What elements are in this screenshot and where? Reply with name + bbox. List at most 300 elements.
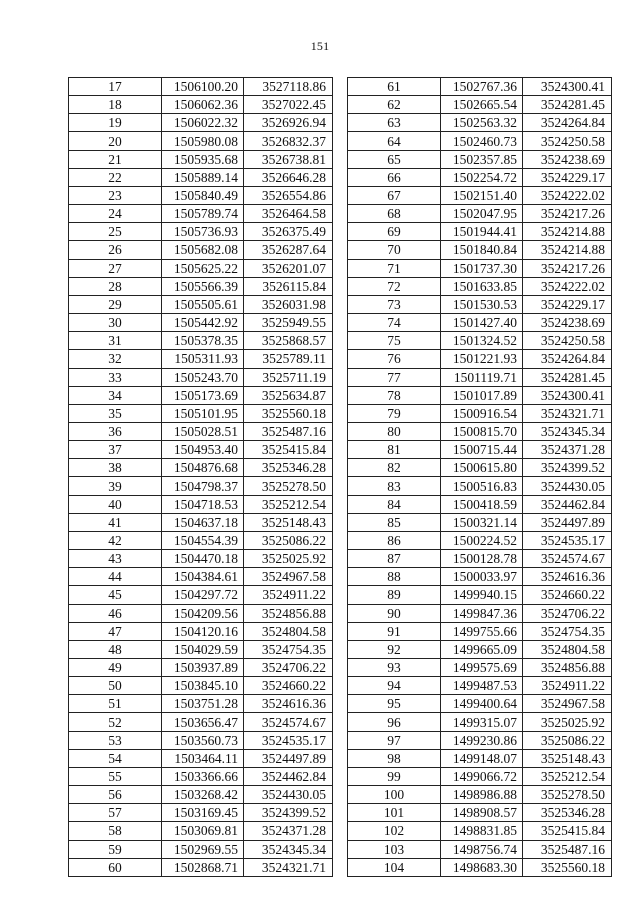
x-coordinate-cell: 1499755.66 (441, 622, 523, 640)
table-row (69, 731, 333, 749)
point-number-cell: 25 (69, 223, 162, 241)
y-coordinate-cell: 3524229.17 (523, 168, 612, 186)
table-row (348, 350, 612, 368)
y-coordinate-cell: 3525025.92 (523, 713, 612, 731)
x-coordinate-cell: 1499400.64 (441, 695, 523, 713)
y-coordinate-cell: 3525148.43 (244, 513, 333, 531)
table-row (69, 132, 333, 150)
x-coordinate-cell: 1500715.44 (441, 441, 523, 459)
table-row (348, 568, 612, 586)
y-coordinate-cell: 3526115.84 (244, 277, 333, 295)
y-coordinate-cell: 3524300.41 (523, 386, 612, 404)
y-coordinate-cell: 3524430.05 (523, 477, 612, 495)
table-row (348, 295, 612, 313)
point-number-cell: 57 (69, 804, 162, 822)
table-row (69, 677, 333, 695)
x-coordinate-cell: 1498683.30 (441, 858, 523, 876)
x-coordinate-cell: 1501427.40 (441, 314, 523, 332)
table-row (348, 114, 612, 132)
point-number-cell: 51 (69, 695, 162, 713)
x-coordinate-cell: 1498908.57 (441, 804, 523, 822)
page-number: 151 (310, 39, 330, 53)
point-number-cell: 26 (69, 241, 162, 259)
table-row (69, 586, 333, 604)
y-coordinate-cell: 3524967.58 (523, 695, 612, 713)
table-row (348, 786, 612, 804)
point-number-cell: 98 (348, 749, 441, 767)
point-number-cell: 101 (348, 804, 441, 822)
point-number-cell: 90 (348, 604, 441, 622)
y-coordinate-cell: 3524281.45 (523, 96, 612, 114)
y-coordinate-cell: 3526926.94 (244, 114, 333, 132)
table-row (69, 550, 333, 568)
x-coordinate-cell: 1501324.52 (441, 332, 523, 350)
table-row (348, 659, 612, 677)
y-coordinate-cell: 3526646.28 (244, 168, 333, 186)
point-number-cell: 38 (69, 459, 162, 477)
point-number-cell: 24 (69, 205, 162, 223)
x-coordinate-cell: 1504798.37 (162, 477, 244, 495)
x-coordinate-cell: 1499148.07 (441, 749, 523, 767)
x-coordinate-cell: 1499066.72 (441, 767, 523, 785)
x-coordinate-cell: 1505505.61 (162, 295, 244, 313)
point-number-cell: 77 (348, 368, 441, 386)
coordinate-table-left (68, 77, 333, 877)
table-row (348, 640, 612, 658)
point-number-cell: 32 (69, 350, 162, 368)
y-coordinate-cell: 3524300.41 (523, 78, 612, 96)
y-coordinate-cell: 3525278.50 (523, 786, 612, 804)
x-coordinate-cell: 1504718.53 (162, 495, 244, 513)
x-coordinate-cell: 1505028.51 (162, 422, 244, 440)
table-row (69, 786, 333, 804)
point-number-cell: 97 (348, 731, 441, 749)
table-row (348, 314, 612, 332)
table-row (69, 531, 333, 549)
point-number-cell: 99 (348, 767, 441, 785)
point-number-cell: 22 (69, 168, 162, 186)
table-row (348, 677, 612, 695)
point-number-cell: 87 (348, 550, 441, 568)
y-coordinate-cell: 3524222.02 (523, 186, 612, 204)
table-row (348, 332, 612, 350)
y-coordinate-cell: 3524229.17 (523, 295, 612, 313)
table-row (348, 804, 612, 822)
x-coordinate-cell: 1504470.18 (162, 550, 244, 568)
table-row (348, 205, 612, 223)
x-coordinate-cell: 1502868.71 (162, 858, 244, 876)
table-row (348, 822, 612, 840)
table-row (348, 441, 612, 459)
point-number-cell: 86 (348, 531, 441, 549)
point-number-cell: 65 (348, 150, 441, 168)
table-row (348, 749, 612, 767)
x-coordinate-cell: 1504554.39 (162, 531, 244, 549)
table-row (69, 404, 333, 422)
point-number-cell: 52 (69, 713, 162, 731)
y-coordinate-cell: 3525415.84 (244, 441, 333, 459)
y-coordinate-cell: 3524264.84 (523, 114, 612, 132)
x-coordinate-cell: 1499230.86 (441, 731, 523, 749)
table-row (69, 368, 333, 386)
x-coordinate-cell: 1503169.45 (162, 804, 244, 822)
point-number-cell: 103 (348, 840, 441, 858)
y-coordinate-cell: 3525086.22 (244, 531, 333, 549)
point-number-cell: 37 (69, 441, 162, 459)
x-coordinate-cell: 1500321.14 (441, 513, 523, 531)
y-coordinate-cell: 3525868.57 (244, 332, 333, 350)
x-coordinate-cell: 1503656.47 (162, 713, 244, 731)
table-row (69, 259, 333, 277)
x-coordinate-cell: 1504953.40 (162, 441, 244, 459)
point-number-cell: 30 (69, 314, 162, 332)
x-coordinate-cell: 1502665.54 (441, 96, 523, 114)
y-coordinate-cell: 3524371.28 (523, 441, 612, 459)
table-row (348, 604, 612, 622)
point-number-cell: 56 (69, 786, 162, 804)
point-number-cell: 54 (69, 749, 162, 767)
point-number-cell: 81 (348, 441, 441, 459)
x-coordinate-cell: 1500418.59 (441, 495, 523, 513)
x-coordinate-cell: 1503751.28 (162, 695, 244, 713)
y-coordinate-cell: 3524497.89 (244, 749, 333, 767)
table-row (69, 295, 333, 313)
x-coordinate-cell: 1503937.89 (162, 659, 244, 677)
x-coordinate-cell: 1499665.09 (441, 640, 523, 658)
x-coordinate-cell: 1500615.80 (441, 459, 523, 477)
y-coordinate-cell: 3525212.54 (244, 495, 333, 513)
x-coordinate-cell: 1503366.66 (162, 767, 244, 785)
x-coordinate-cell: 1506022.32 (162, 114, 244, 132)
y-coordinate-cell: 3524217.26 (523, 259, 612, 277)
table-row (348, 731, 612, 749)
point-number-cell: 29 (69, 295, 162, 313)
table-row (69, 168, 333, 186)
x-coordinate-cell: 1506062.36 (162, 96, 244, 114)
x-coordinate-cell: 1502969.55 (162, 840, 244, 858)
x-coordinate-cell: 1501119.71 (441, 368, 523, 386)
table-row (69, 186, 333, 204)
x-coordinate-cell: 1505840.49 (162, 186, 244, 204)
table-row (348, 713, 612, 731)
table-row (348, 132, 612, 150)
x-coordinate-cell: 1505980.08 (162, 132, 244, 150)
table-row (69, 749, 333, 767)
point-number-cell: 43 (69, 550, 162, 568)
table-row (348, 513, 612, 531)
point-number-cell: 44 (69, 568, 162, 586)
x-coordinate-cell: 1504029.59 (162, 640, 244, 658)
table-row (348, 495, 612, 513)
point-number-cell: 72 (348, 277, 441, 295)
point-number-cell: 17 (69, 78, 162, 96)
point-number-cell: 89 (348, 586, 441, 604)
y-coordinate-cell: 3524616.36 (244, 695, 333, 713)
point-number-cell: 92 (348, 640, 441, 658)
y-coordinate-cell: 3524856.88 (244, 604, 333, 622)
x-coordinate-cell: 1499315.07 (441, 713, 523, 731)
table-row (69, 604, 333, 622)
y-coordinate-cell: 3525415.84 (523, 822, 612, 840)
point-number-cell: 36 (69, 422, 162, 440)
table-row (69, 96, 333, 114)
table-row (69, 422, 333, 440)
x-coordinate-cell: 1505173.69 (162, 386, 244, 404)
y-coordinate-cell: 3524660.22 (244, 677, 333, 695)
x-coordinate-cell: 1505682.08 (162, 241, 244, 259)
y-coordinate-cell: 3526375.49 (244, 223, 333, 241)
table-row (69, 205, 333, 223)
point-number-cell: 62 (348, 96, 441, 114)
table-row (348, 277, 612, 295)
y-coordinate-cell: 3526031.98 (244, 295, 333, 313)
point-number-cell: 53 (69, 731, 162, 749)
table-row (348, 459, 612, 477)
y-coordinate-cell: 3526738.81 (244, 150, 333, 168)
point-number-cell: 93 (348, 659, 441, 677)
x-coordinate-cell: 1505442.92 (162, 314, 244, 332)
x-coordinate-cell: 1501944.41 (441, 223, 523, 241)
y-coordinate-cell: 3525025.92 (244, 550, 333, 568)
point-number-cell: 100 (348, 786, 441, 804)
table-row (69, 477, 333, 495)
point-number-cell: 82 (348, 459, 441, 477)
table-row (348, 168, 612, 186)
y-coordinate-cell: 3524430.05 (244, 786, 333, 804)
table-row (348, 78, 612, 96)
y-coordinate-cell: 3524754.35 (244, 640, 333, 658)
point-number-cell: 75 (348, 332, 441, 350)
point-number-cell: 96 (348, 713, 441, 731)
point-number-cell: 40 (69, 495, 162, 513)
y-coordinate-cell: 3524616.36 (523, 568, 612, 586)
point-number-cell: 76 (348, 350, 441, 368)
table-row (69, 459, 333, 477)
point-number-cell: 46 (69, 604, 162, 622)
y-coordinate-cell: 3524706.22 (244, 659, 333, 677)
y-coordinate-cell: 3524321.71 (244, 858, 333, 876)
point-number-cell: 48 (69, 640, 162, 658)
table-row (69, 804, 333, 822)
x-coordinate-cell: 1500815.70 (441, 422, 523, 440)
point-number-cell: 88 (348, 568, 441, 586)
y-coordinate-cell: 3524967.58 (244, 568, 333, 586)
x-coordinate-cell: 1498756.74 (441, 840, 523, 858)
table-row (348, 150, 612, 168)
table-row (348, 186, 612, 204)
y-coordinate-cell: 3524214.88 (523, 223, 612, 241)
y-coordinate-cell: 3524911.22 (523, 677, 612, 695)
table-row (69, 277, 333, 295)
x-coordinate-cell: 1505243.70 (162, 368, 244, 386)
table-row (69, 150, 333, 168)
point-number-cell: 63 (348, 114, 441, 132)
y-coordinate-cell: 3525487.16 (523, 840, 612, 858)
x-coordinate-cell: 1503069.81 (162, 822, 244, 840)
x-coordinate-cell: 1498831.85 (441, 822, 523, 840)
x-coordinate-cell: 1505566.39 (162, 277, 244, 295)
table-row (348, 477, 612, 495)
x-coordinate-cell: 1500516.83 (441, 477, 523, 495)
x-coordinate-cell: 1499847.36 (441, 604, 523, 622)
point-number-cell: 69 (348, 223, 441, 241)
x-coordinate-cell: 1504637.18 (162, 513, 244, 531)
point-number-cell: 104 (348, 858, 441, 876)
y-coordinate-cell: 3524250.58 (523, 332, 612, 350)
x-coordinate-cell: 1505736.93 (162, 223, 244, 241)
x-coordinate-cell: 1502047.95 (441, 205, 523, 223)
y-coordinate-cell: 3524462.84 (244, 767, 333, 785)
y-coordinate-cell: 3527118.86 (244, 78, 333, 96)
point-number-cell: 60 (69, 858, 162, 876)
table-row (69, 767, 333, 785)
y-coordinate-cell: 3524660.22 (523, 586, 612, 604)
table-row (69, 332, 333, 350)
table-row (69, 441, 333, 459)
x-coordinate-cell: 1502767.36 (441, 78, 523, 96)
y-coordinate-cell: 3524804.58 (523, 640, 612, 658)
point-number-cell: 23 (69, 186, 162, 204)
point-number-cell: 33 (69, 368, 162, 386)
table-row (69, 858, 333, 876)
table-row (69, 513, 333, 531)
x-coordinate-cell: 1505101.95 (162, 404, 244, 422)
point-number-cell: 95 (348, 695, 441, 713)
y-coordinate-cell: 3524321.71 (523, 404, 612, 422)
x-coordinate-cell: 1505625.22 (162, 259, 244, 277)
y-coordinate-cell: 3524222.02 (523, 277, 612, 295)
y-coordinate-cell: 3524706.22 (523, 604, 612, 622)
y-coordinate-cell: 3524856.88 (523, 659, 612, 677)
point-number-cell: 35 (69, 404, 162, 422)
y-coordinate-cell: 3524264.84 (523, 350, 612, 368)
y-coordinate-cell: 3524535.17 (523, 531, 612, 549)
x-coordinate-cell: 1502357.85 (441, 150, 523, 168)
y-coordinate-cell: 3524250.58 (523, 132, 612, 150)
table-row (69, 495, 333, 513)
y-coordinate-cell: 3524399.52 (244, 804, 333, 822)
table-row (69, 622, 333, 640)
x-coordinate-cell: 1502151.40 (441, 186, 523, 204)
point-number-cell: 74 (348, 314, 441, 332)
point-number-cell: 59 (69, 840, 162, 858)
x-coordinate-cell: 1504120.16 (162, 622, 244, 640)
y-coordinate-cell: 3524399.52 (523, 459, 612, 477)
point-number-cell: 61 (348, 78, 441, 96)
point-number-cell: 45 (69, 586, 162, 604)
table-row (348, 422, 612, 440)
x-coordinate-cell: 1505935.68 (162, 150, 244, 168)
y-coordinate-cell: 3526201.07 (244, 259, 333, 277)
table-row (69, 659, 333, 677)
table-row (69, 568, 333, 586)
x-coordinate-cell: 1498986.88 (441, 786, 523, 804)
x-coordinate-cell: 1499575.69 (441, 659, 523, 677)
table-row (69, 114, 333, 132)
x-coordinate-cell: 1500224.52 (441, 531, 523, 549)
point-number-cell: 50 (69, 677, 162, 695)
table-row (69, 822, 333, 840)
table-row (69, 223, 333, 241)
point-number-cell: 39 (69, 477, 162, 495)
x-coordinate-cell: 1502563.32 (441, 114, 523, 132)
point-number-cell: 27 (69, 259, 162, 277)
y-coordinate-cell: 3526287.64 (244, 241, 333, 259)
x-coordinate-cell: 1504297.72 (162, 586, 244, 604)
y-coordinate-cell: 3524238.69 (523, 314, 612, 332)
point-number-cell: 64 (348, 132, 441, 150)
point-number-cell: 84 (348, 495, 441, 513)
table-row (348, 96, 612, 114)
table-row (348, 840, 612, 858)
y-coordinate-cell: 3525487.16 (244, 422, 333, 440)
point-number-cell: 83 (348, 477, 441, 495)
x-coordinate-cell: 1501017.89 (441, 386, 523, 404)
point-number-cell: 73 (348, 295, 441, 313)
x-coordinate-cell: 1505889.14 (162, 168, 244, 186)
table-row (348, 622, 612, 640)
x-coordinate-cell: 1502460.73 (441, 132, 523, 150)
x-coordinate-cell: 1500033.97 (441, 568, 523, 586)
table-row (69, 386, 333, 404)
table-row (69, 350, 333, 368)
point-number-cell: 42 (69, 531, 162, 549)
y-coordinate-cell: 3524238.69 (523, 150, 612, 168)
table-row (69, 78, 333, 96)
x-coordinate-cell: 1503845.10 (162, 677, 244, 695)
table-row (69, 713, 333, 731)
x-coordinate-cell: 1506100.20 (162, 78, 244, 96)
x-coordinate-cell: 1499940.15 (441, 586, 523, 604)
y-coordinate-cell: 3526554.86 (244, 186, 333, 204)
x-coordinate-cell: 1500916.54 (441, 404, 523, 422)
y-coordinate-cell: 3524371.28 (244, 822, 333, 840)
table-row (348, 531, 612, 549)
table-row (348, 259, 612, 277)
y-coordinate-cell: 3524754.35 (523, 622, 612, 640)
x-coordinate-cell: 1505378.35 (162, 332, 244, 350)
point-number-cell: 28 (69, 277, 162, 295)
point-number-cell: 94 (348, 677, 441, 695)
x-coordinate-cell: 1501737.30 (441, 259, 523, 277)
table-row (348, 767, 612, 785)
y-coordinate-cell: 3524804.58 (244, 622, 333, 640)
point-number-cell: 79 (348, 404, 441, 422)
x-coordinate-cell: 1505789.74 (162, 205, 244, 223)
y-coordinate-cell: 3524345.34 (244, 840, 333, 858)
table-row (348, 404, 612, 422)
point-number-cell: 21 (69, 150, 162, 168)
x-coordinate-cell: 1503560.73 (162, 731, 244, 749)
table-row (69, 640, 333, 658)
x-coordinate-cell: 1504876.68 (162, 459, 244, 477)
y-coordinate-cell: 3524462.84 (523, 495, 612, 513)
y-coordinate-cell: 3525148.43 (523, 749, 612, 767)
point-number-cell: 80 (348, 422, 441, 440)
y-coordinate-cell: 3524574.67 (523, 550, 612, 568)
x-coordinate-cell: 1503464.11 (162, 749, 244, 767)
point-number-cell: 85 (348, 513, 441, 531)
x-coordinate-cell: 1502254.72 (441, 168, 523, 186)
y-coordinate-cell: 3526832.37 (244, 132, 333, 150)
point-number-cell: 68 (348, 205, 441, 223)
y-coordinate-cell: 3524217.26 (523, 205, 612, 223)
table-row (348, 368, 612, 386)
table-row (348, 223, 612, 241)
point-number-cell: 70 (348, 241, 441, 259)
point-number-cell: 102 (348, 822, 441, 840)
coordinate-table-right (347, 77, 612, 877)
